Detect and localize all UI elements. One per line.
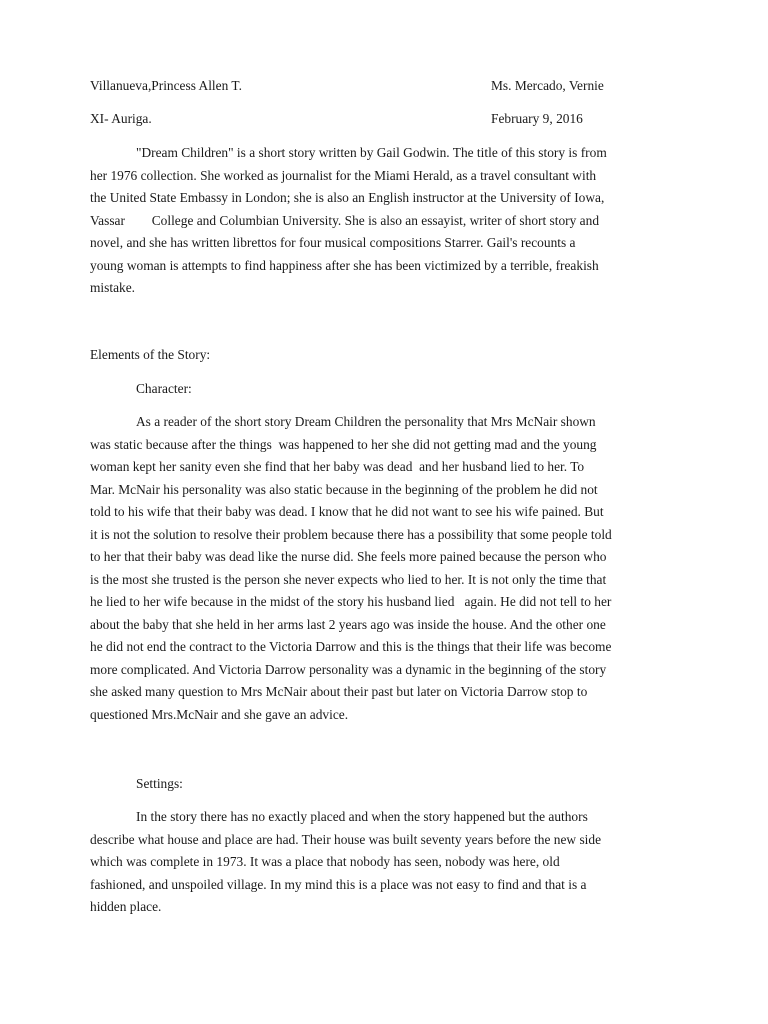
paragraph-line: questioned Mrs.McNair and she gave an advice. — [90, 706, 349, 722]
paragraph-line: In the story there has no exactly placed and when the story happened but the authors — [136, 809, 588, 824]
paragraph-line: is the most she trusted is the person she never expects who lied to her. It is not only the time that — [90, 571, 607, 587]
character-heading: Character: — [136, 381, 192, 396]
paragraph-line: "Dream Children" is a short story written by Gail Godwin. The title of this story is from — [136, 145, 607, 160]
paragraph-line: woman kept her sanity even she find that her baby was dead and her husband lied to her. To — [90, 459, 585, 474]
paragraph-line: hidden place. — [90, 899, 162, 914]
intro-paragraph — [90, 142, 680, 300]
paragraph-line: young woman is attempts to find happiness after she has been victimized by a terrible, freakish — [90, 257, 599, 273]
student-name: Villanueva,Princess Allen T. — [90, 78, 242, 93]
paragraph-line: she asked many question to Mrs McNair about their past but later on Victoria Darrow stop to — [90, 684, 588, 699]
paragraph-line: more complicated. And Victoria Darrow personality was a dynamic in the beginning of the story — [90, 661, 607, 677]
paragraph-line: her 1976 collection. She worked as journalist for the Miami Herald, as a travel consultant with — [90, 167, 597, 183]
paragraph-line: he lied to her wife because in the midst of the story his husband lied again. He did not tell to her — [90, 594, 612, 609]
paragraph-line: which was complete in 1973. It was a place that nobody has seen, nobody was here, old — [90, 854, 560, 869]
section-label: XI- Auriga. — [90, 111, 152, 126]
character-paragraph — [90, 411, 680, 726]
paragraph-line: Mar. McNair his personality was also static because in the beginning of the problem he did not — [90, 481, 598, 497]
paragraph-line: fashioned, and unspoiled village. In my mind this is a place was not easy to find and that is a — [90, 876, 587, 892]
elements-heading: Elements of the Story: — [90, 347, 211, 362]
paragraph-line: to her that their baby was dead like the nurse did. She feels more pained because the person who — [90, 549, 607, 564]
settings-heading: Settings: — [136, 776, 183, 791]
settings-paragraph — [90, 806, 680, 919]
paragraph-line: describe what house and place are had. Their house was built seventy years before the new side — [90, 831, 602, 847]
paragraph-line: novel, and she has written librettos for four musical compositions Starrer. Gail's recounts a — [90, 235, 576, 250]
paragraph-line: told to his wife that their baby was dead. I know that he did not want to see his wife pained. But — [90, 504, 604, 519]
header-row-1 — [90, 78, 680, 98]
teacher-name: Ms. Mercado, Vernie — [491, 78, 604, 93]
paragraph-line: it is not the solution to resolve their problem because there has a possibility that some people told — [90, 526, 612, 542]
paragraph-line: As a reader of the short story Dream Children the personality that Mrs McNair shown — [136, 414, 596, 429]
date-label: February 9, 2016 — [491, 111, 583, 126]
paragraph-line: about the baby that she held in her arms last 2 years ago was inside the house. And the other one — [90, 616, 606, 632]
header-row-2 — [90, 111, 680, 131]
paragraph-line: the United State Embassy in London; she is also an English instructor at the University of Iowa, — [90, 190, 605, 205]
paragraph-line: Vassar College and Columbian University. She is also an essayist, writer of short story and — [90, 212, 600, 228]
paragraph-line: mistake. — [90, 280, 135, 295]
paragraph-line: he did not end the contract to the Victoria Darrow and this is the things that their life was become — [90, 639, 612, 654]
paragraph-line: was static because after the things was happened to her she did not getting mad and the young — [90, 436, 597, 452]
